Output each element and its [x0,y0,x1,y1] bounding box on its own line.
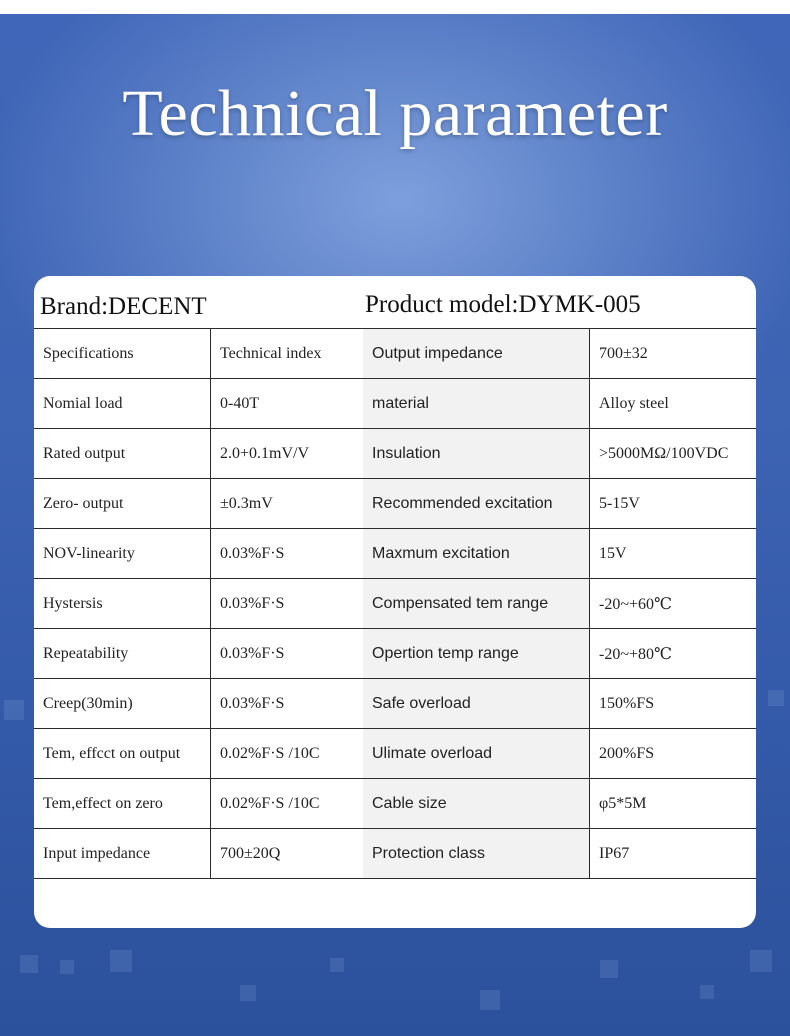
param-name: Insulation [363,429,590,479]
param-value: 0-40T [211,379,364,429]
param-value: 0.03%F·S [211,679,364,729]
param-name: Ulimate overload [363,729,590,779]
param-value: 5-15V [590,479,757,529]
param-value: ±0.3mV [211,479,364,529]
brand-label: Brand:DECENT [40,293,207,320]
param-name: Tem, effcct on output [34,729,211,779]
parameter-table [34,329,756,879]
param-name: Maxmum excitation [363,529,590,579]
param-value: 0.03%F·S [211,579,364,629]
param-name: Protection class [363,829,590,879]
param-value: >5000MΩ/100VDC [590,429,757,479]
param-value: 15V [590,529,757,579]
table-row [34,329,756,379]
param-name: Tem,effect on zero [34,779,211,829]
param-value: 0.03%F·S [211,629,364,679]
table-row [34,529,756,579]
param-name: Input impedance [34,829,211,879]
param-value: -20~+60℃ [590,579,757,629]
param-name: Output impedance [363,329,590,379]
param-value: 150%FS [590,679,757,729]
table-row [34,779,756,829]
table-row [34,479,756,529]
param-name: Rated output [34,429,211,479]
param-value: φ5*5M [590,779,757,829]
table-row [34,429,756,479]
param-name: NOV-linearity [34,529,211,579]
table-row [34,629,756,679]
param-name: Zero- output [34,479,211,529]
param-name: Hystersis [34,579,211,629]
param-name: Nomial load [34,379,211,429]
table-row [34,829,756,879]
param-value: 700±32 [590,329,757,379]
param-name: Cable size [363,779,590,829]
param-name: material [363,379,590,429]
page-title: Technical parameter [122,77,668,150]
param-value: Alloy steel [590,379,757,429]
table-row [34,729,756,779]
top-border [0,0,790,14]
param-value: 2.0+0.1mV/V [211,429,364,479]
table-row [34,679,756,729]
param-name: Repeatability [34,629,211,679]
param-name: Opertion temp range [363,629,590,679]
param-name: Safe overload [363,679,590,729]
param-value: 0.03%F·S [211,529,364,579]
param-value: 0.02%F·S /10C [211,729,364,779]
param-name: Recommended excitation [363,479,590,529]
param-name: Specifications [34,329,211,379]
param-value: Technical index [211,329,364,379]
param-value: IP67 [590,829,757,879]
card-header [34,276,756,329]
table-row [34,579,756,629]
table-row [34,379,756,429]
param-value: 700±20Q [211,829,364,879]
param-name: Compensated tem range [363,579,590,629]
product-model-label: Product model:DYMK-005 [365,291,641,318]
param-value: 0.02%F·S /10C [211,779,364,829]
spec-card [34,276,756,928]
param-value: -20~+80℃ [590,629,757,679]
param-name: Creep(30min) [34,679,211,729]
param-value: 200%FS [590,729,757,779]
